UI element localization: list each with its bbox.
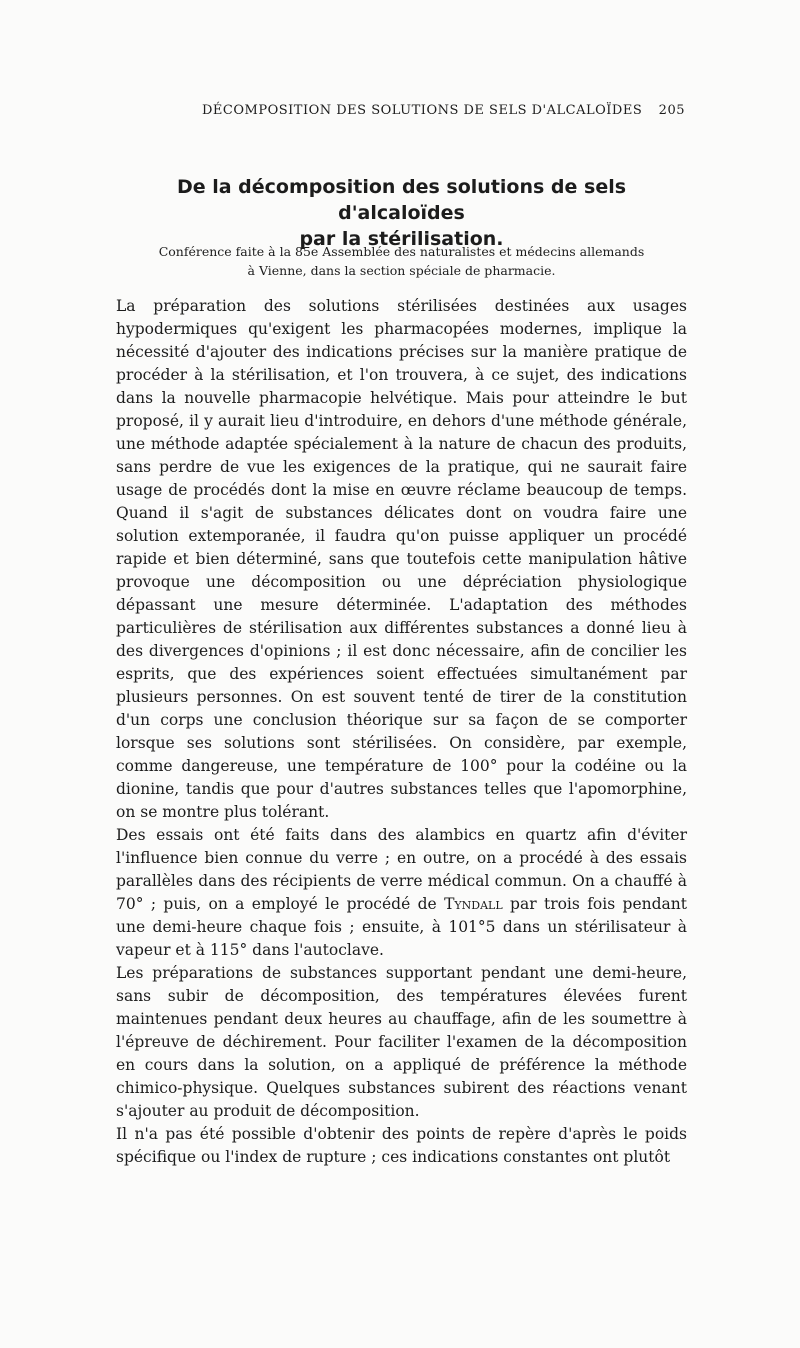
body-text [116, 295, 687, 1169]
subtitle-line2: à Vienne, dans la section spéciale de pharmacie. [247, 263, 556, 278]
author-name: Tyndall [444, 895, 503, 913]
article-title-line2: par la stérilisation. [299, 228, 504, 250]
paragraph-1: La préparation des solutions stérilisées destinées aux usages hypodermiques qu'exigent les pharmacopées modernes, implique la nécessité d'ajouter des indications précises sur la manière pratique de procéder à la stérilisation, et l'on trouvera, à ce sujet, des indications dans la nouvelle pharmacopie helvétique. Mais pour atteindre le but proposé, il y aurait lieu d'introduire, en dehors d'une méthode générale, une méthode adaptée spécialement à la nature de chacun des produits, sans perdre de vue les exigences de la pratique, qui ne saurait faire usage de procédés dont la mise en œuvre réclame beaucoup de temps. Quand il s'agit de substances délicates dont on voudra faire une solution extemporanée, il faudra qu'on puisse appliquer un procédé rapide et bien déterminé, sans que toutefois cette manipulation hâtive provoque une décomposition ou une dépréciation physiologique dépassant une mesure déterminée. L'adaptation des méthodes particulières de stérilisation aux différentes substances a donné lieu à des divergences d'opinions ; il est donc nécessaire, afin de concilier les esprits, que des expériences soient effectuées simultanément par plusieurs personnes. On est souvent tenté de tirer de la constitution d'un corps une conclusion théorique sur sa façon de se comporter lorsque ses solutions sont stérilisées. On considère, par exemple, comme dangereuse, une température de 100° pour la codéine ou la dionine, tandis que pour d'autres substances telles que l'apomorphine, on se montre plus tolérant. [116, 297, 687, 821]
subtitle-line1: Conférence faite à la 85e Assemblée des naturalistes et médecins allemands [158, 244, 645, 259]
paragraph-2-part2: par trois fois pendant une demi-heure chaque fois ; ensuite, à 101°5 dans un stérilisateur à vapeur et à 115° dans l'autoclave. [116, 895, 687, 959]
article-title-line1: De la décomposition des solutions de sels d'alcaloïdes [176, 176, 627, 224]
running-title: DÉCOMPOSITION DES SOLUTIONS DE SELS D'ALCALOÏDES [202, 103, 643, 118]
article-title [118, 174, 685, 252]
paragraph-4: Il n'a pas été possible d'obtenir des points de repère d'après le poids spécifique ou l'index de rupture ; ces indications constantes ont plutôt [116, 1125, 687, 1166]
paragraph-2-part1: Des essais ont été faits dans des alambics en quartz afin d'éviter l'influence bien connue du verre ; en outre, on a procédé à des essais parallèles dans des récipients de verre médical commun. On a chauffé à 70° ; puis, on a employé le procédé de [116, 826, 687, 913]
paragraph-2 [116, 824, 687, 962]
article-subtitle [118, 242, 685, 280]
page-number: 205 [658, 103, 685, 118]
paragraph-3: Les préparations de substances supportant pendant une demi-heure, sans subir de décomposition, des températures élevées furent maintenues pendant deux heures au chauffage, afin de les soumettre à l'épreuve de déchirement. Pour faciliter l'examen de la décomposition en cours dans la solution, on a appliqué de préférence la méthode chimico-physique. Quelques substances subirent des réactions venant s'ajouter au produit de décomposition. [116, 964, 687, 1120]
